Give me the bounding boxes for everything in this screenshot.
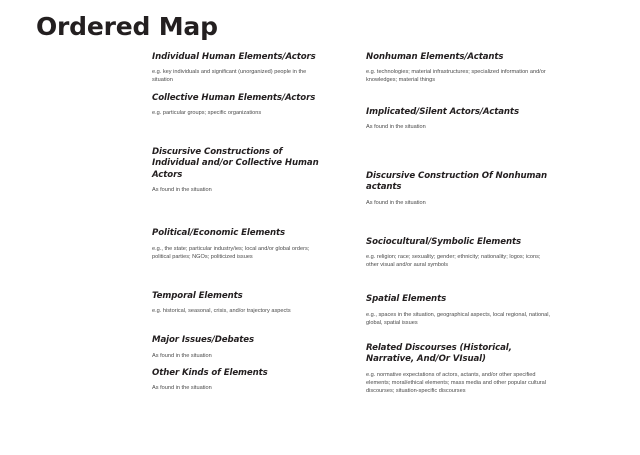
map-entry (366, 237, 551, 270)
map-entry-body: As found in the situation (366, 199, 426, 206)
map-entry-body: As found in the situation (152, 352, 212, 359)
map-entry (152, 335, 327, 359)
map-entry-heading: Temporal Elements (152, 290, 243, 301)
map-entry (366, 294, 551, 327)
map-entry-heading: Collective Human Elements/Actors (152, 92, 316, 103)
map-entry-body: e.g. particular groups; specific organizations (152, 109, 262, 116)
map-entry-heading: Sociocultural/Symbolic Elements (366, 236, 521, 247)
map-entry-heading: Other Kinds of Elements (152, 367, 268, 378)
map-entry-heading: Spatial Elements (366, 294, 447, 305)
map-entry-body: e.g., the state; particular industry/ies; local and/or global orders; political parties; NGOs; politicized issues (152, 245, 310, 260)
map-entry-heading: Discursive Construction Of Nonhuman actants (366, 171, 548, 193)
map-entry-body: e.g. historical, seasonal, crisis, and/or trajectory aspects (152, 308, 291, 315)
page-title: Ordered Map (36, 12, 218, 41)
column-left (152, 52, 327, 392)
map-entry (366, 107, 551, 131)
column-right (366, 52, 551, 395)
map-entry-heading: Major Issues/Debates (152, 335, 255, 346)
map-entry-body: e.g. technologies; material infrastructures; specialized information and/or knowledges; material things (366, 69, 546, 84)
map-entry (152, 228, 327, 261)
map-entry-body: As found in the situation (152, 384, 212, 391)
map-entry (366, 343, 551, 395)
map-entry-heading: Related Discourses (Historical, Narrative, And/Or VIsual) (366, 342, 512, 365)
map-entry-body: e.g. religion; race; sexuality; gender; ethnicity; nationality; logos; icons; other visual and/or aural symbols (366, 254, 541, 269)
map-entry-body: e.g., spaces in the situation, geographical aspects, local regional, national, global, spatial issues (366, 311, 551, 326)
map-entry (152, 52, 327, 85)
map-entry-heading: Political/Economic Elements (152, 228, 286, 239)
map-entry-heading: Individual Human Elements/Actors (152, 52, 316, 62)
map-entry (152, 368, 327, 392)
map-entry-body: e.g. key individuals and significant (unorganized) people in the situation (152, 69, 307, 84)
map-entry-body: As found in the situation (152, 187, 212, 194)
map-entry-body: e.g. normative expectations of actors, actants, and/or other specified elements; moral/ethical elements; mass media and other popular cultural discourses; situation-specific discourses (366, 371, 547, 394)
map-entry-heading: Implicated/Silent Actors/Actants (366, 106, 519, 117)
map-entry (366, 52, 551, 85)
map-entry-heading: Nonhuman Elements/Actants (366, 52, 504, 62)
map-entry (152, 147, 327, 194)
map-entry-heading: Discursive Constructions of Individual and/or Collective Human Actors (152, 147, 319, 180)
map-entry (366, 171, 551, 207)
map-entry (152, 93, 327, 117)
map-entry (152, 291, 327, 315)
map-entry-body: As found in the situation (366, 123, 426, 130)
